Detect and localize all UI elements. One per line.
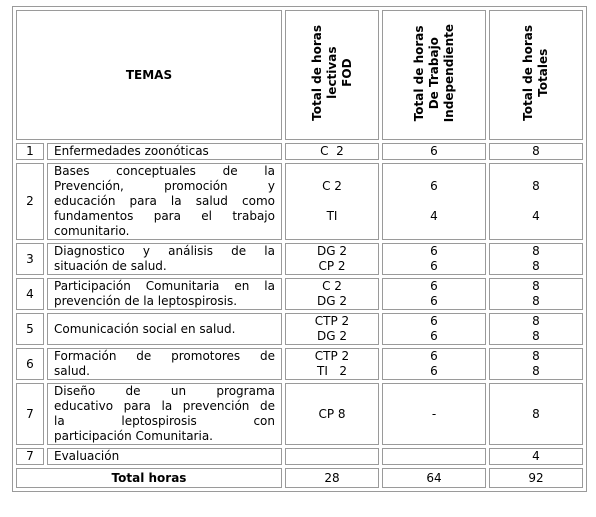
hours-value: 8	[532, 406, 540, 421]
topic-description	[47, 143, 282, 160]
fod-hours	[285, 163, 379, 240]
hours-value: 6	[430, 179, 438, 193]
topic-line: Enfermedades zoonóticas	[54, 144, 209, 158]
row-number: 2	[16, 163, 44, 240]
hours-value: 8	[532, 259, 540, 273]
hours-table	[12, 6, 587, 492]
fod-hours	[285, 383, 379, 445]
independent-hours	[382, 448, 486, 465]
topic-line: educación para la salud como	[54, 194, 275, 208]
independent-header-line: Total de horas	[411, 25, 426, 121]
topic-line: Formación de promotores de	[54, 349, 275, 363]
hours-value	[286, 194, 378, 209]
independent-hours	[382, 163, 486, 240]
table-row	[16, 313, 583, 345]
table-row	[16, 348, 583, 380]
hours-value: 8	[532, 179, 540, 193]
topic-line: Diseño de un programa	[54, 384, 275, 398]
topic-line: prevención de la leptospirosis.	[54, 294, 238, 308]
hours-value: 8	[532, 314, 540, 328]
hours-value: 6	[430, 364, 438, 378]
total-hours	[489, 448, 583, 465]
hours-value: 6	[430, 259, 438, 273]
temas-header: TEMAS	[16, 10, 282, 140]
row-number: 3	[16, 243, 44, 275]
hours-value: TI	[326, 209, 338, 223]
hours-value: 4	[532, 449, 540, 463]
hours-value: 4	[430, 209, 438, 223]
independent-hours	[382, 348, 486, 380]
total-hours	[489, 348, 583, 380]
total-fod: 28	[285, 468, 379, 488]
hours-value: 8	[532, 244, 540, 258]
topic-line: Participación Comunitaria en la	[54, 279, 275, 293]
totals-header-text	[521, 25, 551, 121]
total-hours	[489, 383, 583, 445]
hours-value: CTP 2	[314, 314, 350, 328]
row-number: 1	[16, 143, 44, 160]
independent-header-text	[412, 24, 457, 122]
topic-description	[47, 448, 282, 465]
hours-value: TI 2	[317, 364, 347, 378]
hours-value: 6	[430, 349, 438, 363]
hours-value: C 2	[322, 179, 342, 193]
hours-value: 6	[430, 314, 438, 328]
hours-value: C 2	[320, 144, 344, 158]
fod-header-line: Total de horas	[309, 25, 324, 121]
topic-description	[47, 163, 282, 240]
hours-value: 8	[532, 144, 540, 158]
hours-value: 4	[532, 209, 540, 223]
hours-value: -	[431, 406, 437, 421]
row-number: 7	[16, 383, 44, 445]
fod-header-line: lectivas	[324, 46, 339, 100]
table-row	[16, 278, 583, 310]
total-label: Total horas	[16, 468, 282, 488]
topic-description	[47, 313, 282, 345]
topic-line: Evaluación	[54, 449, 120, 463]
table-row	[16, 448, 583, 465]
hours-value: DG 2	[317, 244, 347, 258]
table-row	[16, 243, 583, 275]
fod-hours	[285, 348, 379, 380]
hours-value: 6	[430, 144, 438, 158]
total-hours	[489, 243, 583, 275]
fod-hours	[285, 243, 379, 275]
total-independent: 64	[382, 468, 486, 488]
independent-hours	[382, 143, 486, 160]
topic-description	[47, 278, 282, 310]
hours-value: 6	[430, 329, 438, 343]
fod-hours	[285, 143, 379, 160]
hours-value: CP 2	[318, 259, 346, 273]
independent-hours	[382, 383, 486, 445]
hours-value: 8	[532, 279, 540, 293]
hours-value: 8	[532, 329, 540, 343]
hours-value	[383, 194, 485, 209]
table-row	[16, 383, 583, 445]
row-number: 7	[16, 448, 44, 465]
topic-description	[47, 383, 282, 445]
total-row	[16, 468, 583, 488]
table-wrapper	[12, 6, 587, 492]
independent-hours	[382, 243, 486, 275]
hours-value: 6	[430, 279, 438, 293]
hours-value: 8	[532, 294, 540, 308]
hours-value: DG 2	[317, 294, 347, 308]
hours-value: CP 8	[318, 406, 346, 421]
table-row	[16, 143, 583, 160]
row-number: 6	[16, 348, 44, 380]
hours-value: C 2	[322, 279, 342, 293]
fod-hours	[285, 448, 379, 465]
hours-value	[286, 449, 378, 464]
totals-header-line: Total de horas	[521, 25, 535, 121]
independent-header-line: Independiente	[441, 23, 456, 123]
hours-value: CTP 2	[314, 349, 350, 363]
topic-line: Diagnostico y análisis de la	[54, 244, 275, 258]
total-hours	[489, 143, 583, 160]
topic-line: Comunicación social en salud.	[54, 321, 236, 336]
table-row	[16, 163, 583, 240]
fod-header-line: FOD	[339, 58, 354, 88]
topic-line: Bases conceptuales de la	[54, 164, 275, 178]
totals-header-line: Totales	[536, 48, 550, 98]
independent-header	[382, 10, 486, 140]
topic-line: fundamentos para el trabajo	[54, 209, 275, 223]
header-row	[16, 10, 583, 140]
total-hours	[489, 278, 583, 310]
hours-value: DG 2	[317, 329, 347, 343]
hours-value: 8	[532, 349, 540, 363]
total-hours	[489, 163, 583, 240]
topic-description	[47, 348, 282, 380]
topic-line: Prevención, promoción y	[54, 179, 275, 193]
hours-value: 8	[532, 364, 540, 378]
total-totals: 92	[489, 468, 583, 488]
topic-line: la leptospirosis con	[54, 414, 275, 428]
topic-line: comunitario.	[54, 224, 130, 238]
independent-hours	[382, 313, 486, 345]
hours-value: 6	[430, 294, 438, 308]
fod-hours	[285, 313, 379, 345]
total-hours	[489, 313, 583, 345]
hours-value	[383, 449, 485, 464]
topic-line: salud.	[54, 364, 90, 378]
topic-line: participación Comunitaria.	[54, 429, 213, 443]
fod-header	[285, 10, 379, 140]
topic-line: situación de salud.	[54, 259, 167, 273]
independent-hours	[382, 278, 486, 310]
topic-line: educativo para la prevención de	[54, 399, 275, 413]
hours-value	[490, 194, 582, 209]
fod-header-text	[310, 25, 355, 121]
topic-description	[47, 243, 282, 275]
row-number: 4	[16, 278, 44, 310]
totals-header	[489, 10, 583, 140]
row-number: 5	[16, 313, 44, 345]
table-body	[16, 143, 583, 465]
fod-hours	[285, 278, 379, 310]
independent-header-line: De Trabajo	[426, 36, 441, 110]
hours-value: 6	[430, 244, 438, 258]
